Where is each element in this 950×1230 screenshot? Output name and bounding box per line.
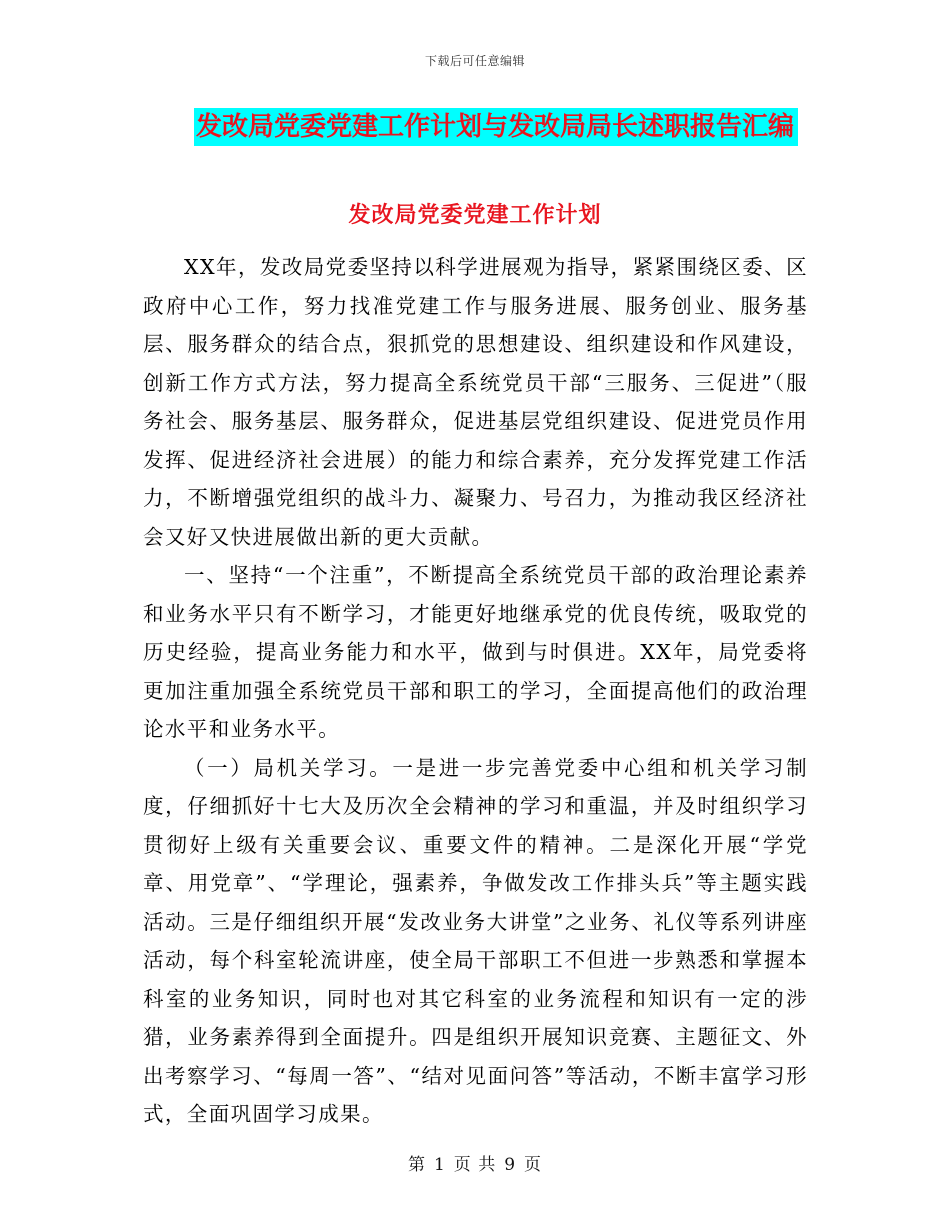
footer-prefix: 第 (407, 1155, 426, 1175)
page-number: 1 (433, 1155, 446, 1175)
document-body (143, 248, 808, 1134)
section-title: 发改局党委党建工作计划 (348, 202, 602, 228)
body-paragraph: XX年，发改局党委坚持以科学进展观为指导，紧紧围绕区委、区政府中心工作，努力找准党建工作与服务进展、服务创业、服务基层、服务群众的结合点，狠抓党的思想建设、组织建设和作风建设，创新工作方式方法，努力提高全系统党员干部“三服务、三促进”（服务社会、服务基层、服务群众，促进基层党组织建设、促进党员作用发挥、促进经济社会进展）的能力和综合素养，充分发挥党建工作活力，不断增强党组织的战斗力、凝聚力、号召力，为推动我区经济社会又好又快进展做出新的更大贡献。 (143, 255, 808, 549)
body-paragraph: 一、坚持“一个注重”，不断提高全系统党员干部的政治理论素养和业务水平只有不断学习，才能更好地继承党的优良传统，吸取党的历史经验，提高业务能力和水平，做到与时俱进。XX年，局党委将更加注重加强全系统党员干部和职工的学习，全面提高他们的政治理论水平和业务水平。 (143, 563, 808, 741)
document-main-title: 发改局党委党建工作计划与发改局局长述职报告汇编 (194, 108, 798, 146)
page-footer (0, 1150, 950, 1175)
footer-middle: 页 共 (453, 1155, 497, 1175)
footer-suffix: 页 (524, 1155, 543, 1175)
page-total: 9 (504, 1155, 517, 1175)
body-paragraph: （一）局机关学习。一是进一步完善党委中心组和机关学习制度，仔细抓好十七大及历次全会精神的学习和重温，并及时组织学习贯彻好上级有关重要会议、重要文件的精神。二是深化开展“学党章、用党章”、“学理论，强素养，争做发改工作排头兵”等主题实践活动。三是仔细组织开展“发改业务大讲堂”之业务、礼仪等系列讲座活动，每个科室轮流讲座，使全局干部职工不但进一步熟悉和掌握本科室的业务知识，同时也对其它科室的业务流程和知识有一定的涉猎，业务素养得到全面提升。四是组织开展知识竞赛、主题征文、外出考察学习、“每周一答”、“结对见面问答”等活动，不断丰富学习形式，全面巩固学习成果。 (143, 755, 808, 1126)
header-note: 下载后可任意编辑 (424, 54, 525, 68)
